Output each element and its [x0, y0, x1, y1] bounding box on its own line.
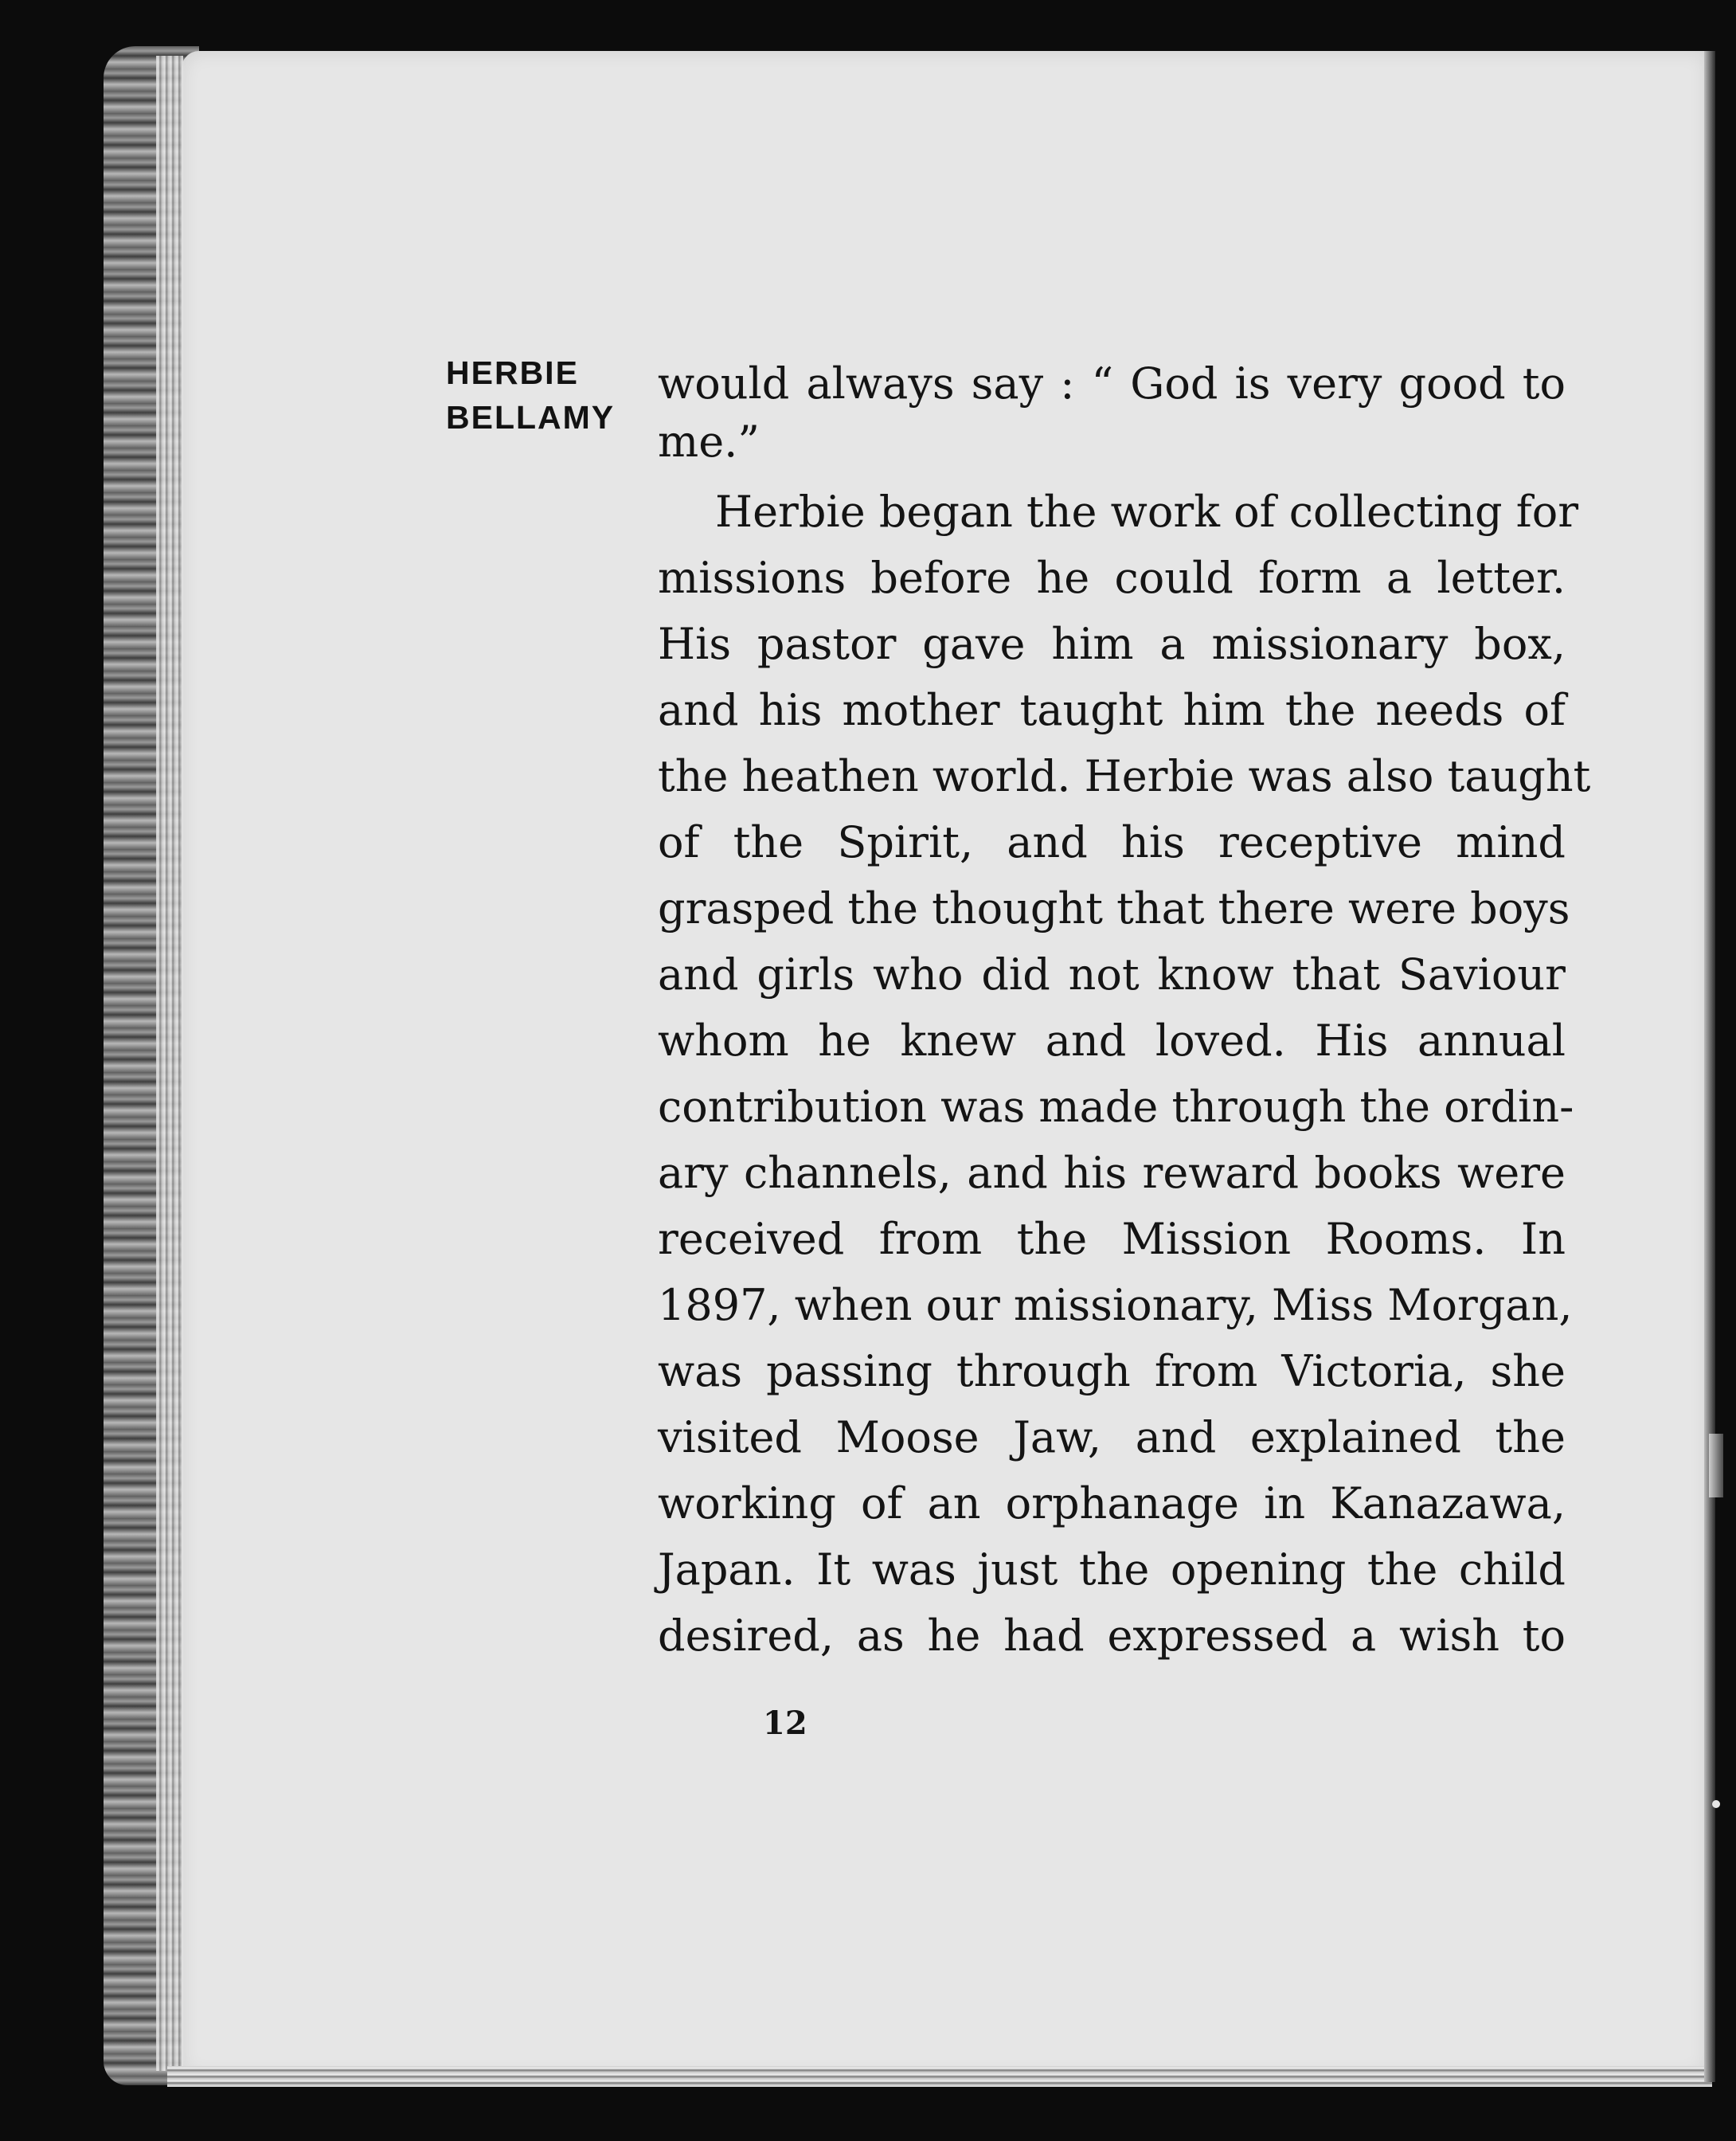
page-edge-right	[1704, 51, 1715, 2082]
text-line: His pastor gave him a missionary box,	[658, 619, 1566, 669]
body-text	[658, 350, 1591, 1669]
page-edges-left	[156, 56, 183, 2071]
text-line: and girls who did not know that Saviour	[658, 949, 1566, 1000]
text-line: me.”	[658, 417, 760, 467]
text-line: received from the Mission Rooms. In	[658, 1214, 1566, 1264]
text-line: contribution was made through the ordin-	[658, 1082, 1574, 1132]
text-line: 1897, when our missionary, Miss Morgan,	[658, 1280, 1573, 1330]
text-line: was passing through from Victoria, she	[658, 1346, 1566, 1396]
text-line: Japan. It was just the opening the child	[658, 1544, 1566, 1595]
text-line: missions before he could form a letter.	[658, 553, 1566, 603]
text-line: whom he knew and loved. His annual	[658, 1016, 1566, 1066]
text-line: would always say : “ God is very good to	[658, 358, 1566, 409]
page-number: 12	[763, 1705, 807, 1742]
text-line: visited Moose Jaw, and explained the	[658, 1412, 1566, 1462]
text-line: ary channels, and his reward books were	[658, 1148, 1566, 1198]
page-edge-notch	[1709, 1434, 1723, 1497]
text-line: and his mother taught him the needs of	[658, 685, 1566, 735]
scan-speck	[1712, 1800, 1720, 1808]
text-line: desired, as he had expressed a wish to	[658, 1611, 1566, 1661]
text-line: the heathen world. Herbie was also taught	[658, 751, 1591, 801]
side-heading-line: BELLAMY	[446, 399, 616, 436]
text-line: grasped the thought that there were boys	[658, 883, 1570, 934]
page-edges-bottom	[167, 2066, 1712, 2087]
side-heading	[446, 350, 615, 440]
text-line: Herbie began the work of collecting for	[715, 487, 1579, 537]
text-line: of the Spirit, and his receptive mind	[658, 817, 1566, 867]
text-line: working of an orphanage in Kanazawa,	[658, 1478, 1566, 1528]
side-heading-line: HERBIE	[446, 354, 579, 391]
